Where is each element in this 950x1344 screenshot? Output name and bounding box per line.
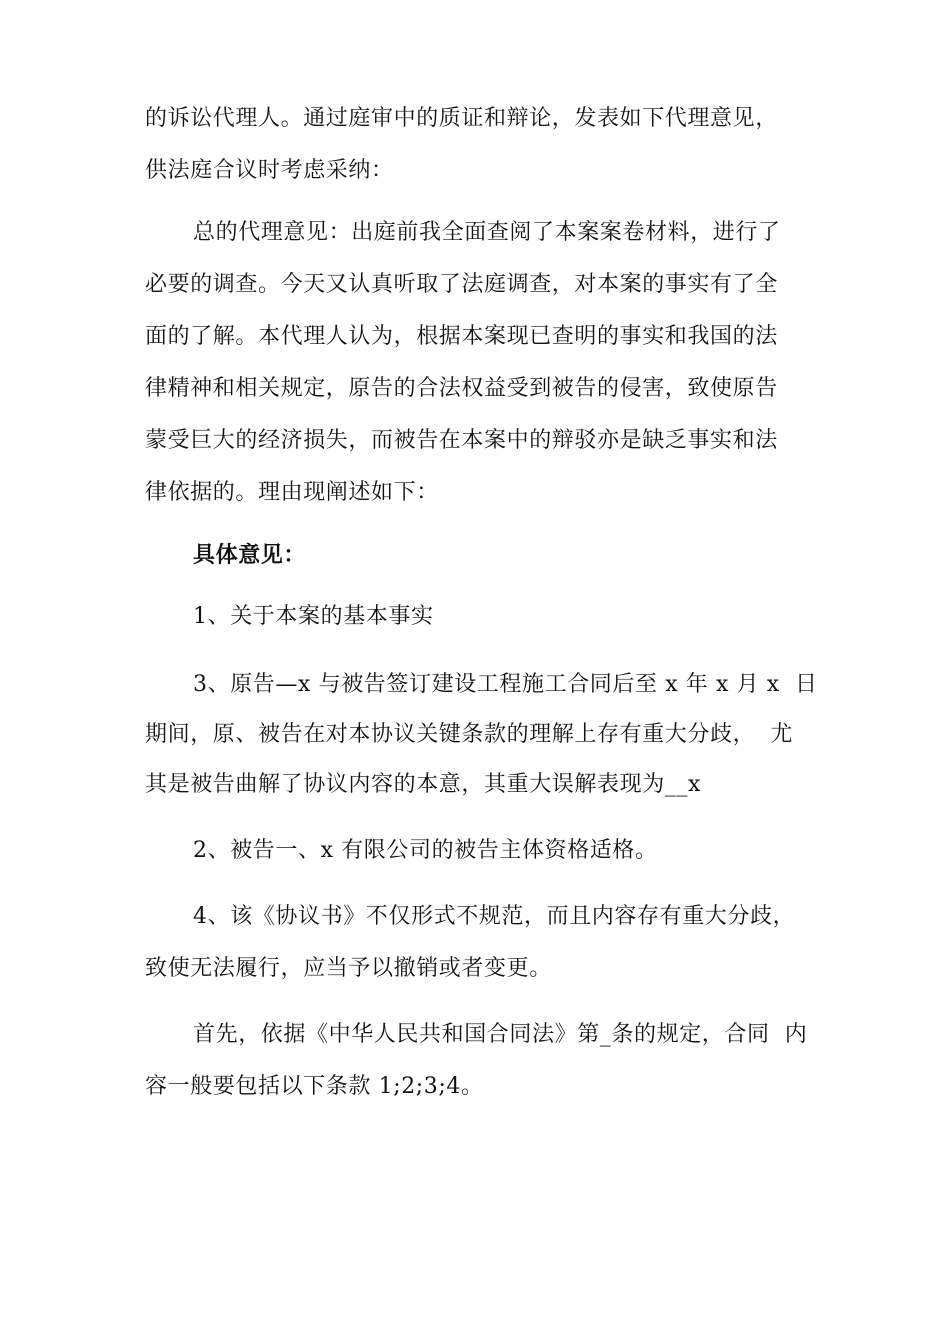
item-3-line-1: 3、原告—x 与被告签订建设工程施工合同后至 x 年 x 月 x 日 [193,672,818,697]
first-point-line-1: 首先，依据《中华人民共和国合同法》第_条的规定，合同 内 [193,1022,808,1047]
intro-line-2: 供法庭合议时考虑采纳： [145,158,394,183]
overall-opinion-line-5: 蒙受巨大的经济损失，而被告在本案中的辩驳亦是缺乏事实和法 [145,428,778,453]
item-4-line-1: 4、该《协议书》不仅形式不规范，而且内容存有重大分歧， [193,904,796,929]
item-1: 1、关于本案的基本事实 [193,604,434,629]
overall-opinion-line-1: 总的代理意见：出庭前我全面查阅了本案案卷材料，进行了 [193,220,781,245]
specific-opinions-heading: 具体意见： [193,542,307,568]
item-4-line-2: 致使无法履行，应当予以撤销或者变更。 [145,956,552,981]
intro-line-1: 的诉讼代理人。通过庭审中的质证和辩论，发表如下代理意见， [145,106,778,131]
overall-opinion-line-3: 面的了解。本代理人认为，根据本案现已查明的事实和我国的法 [145,324,778,349]
item-2: 2、被告一、x 有限公司的被告主体资格适格。 [193,838,658,863]
first-point-line-2: 容一般要包括以下条款 1;2;3;4。 [145,1074,484,1099]
overall-opinion-line-6: 律依据的。理由现阐述如下： [145,480,439,505]
overall-opinion-line-2: 必要的调查。今天又认真听取了法庭调查，对本案的事实有了全 [145,272,778,297]
item-3-line-2: 期间，原、被告在对本协议关键条款的理解上存有重大分歧， 尤 [145,722,793,747]
item-3-line-3: 其是被告曲解了协议内容的本意，其重大误解表现为__x [145,772,702,797]
overall-opinion-line-4: 律精神和相关规定，原告的合法权益受到被告的侵害，致使原告 [145,376,778,401]
